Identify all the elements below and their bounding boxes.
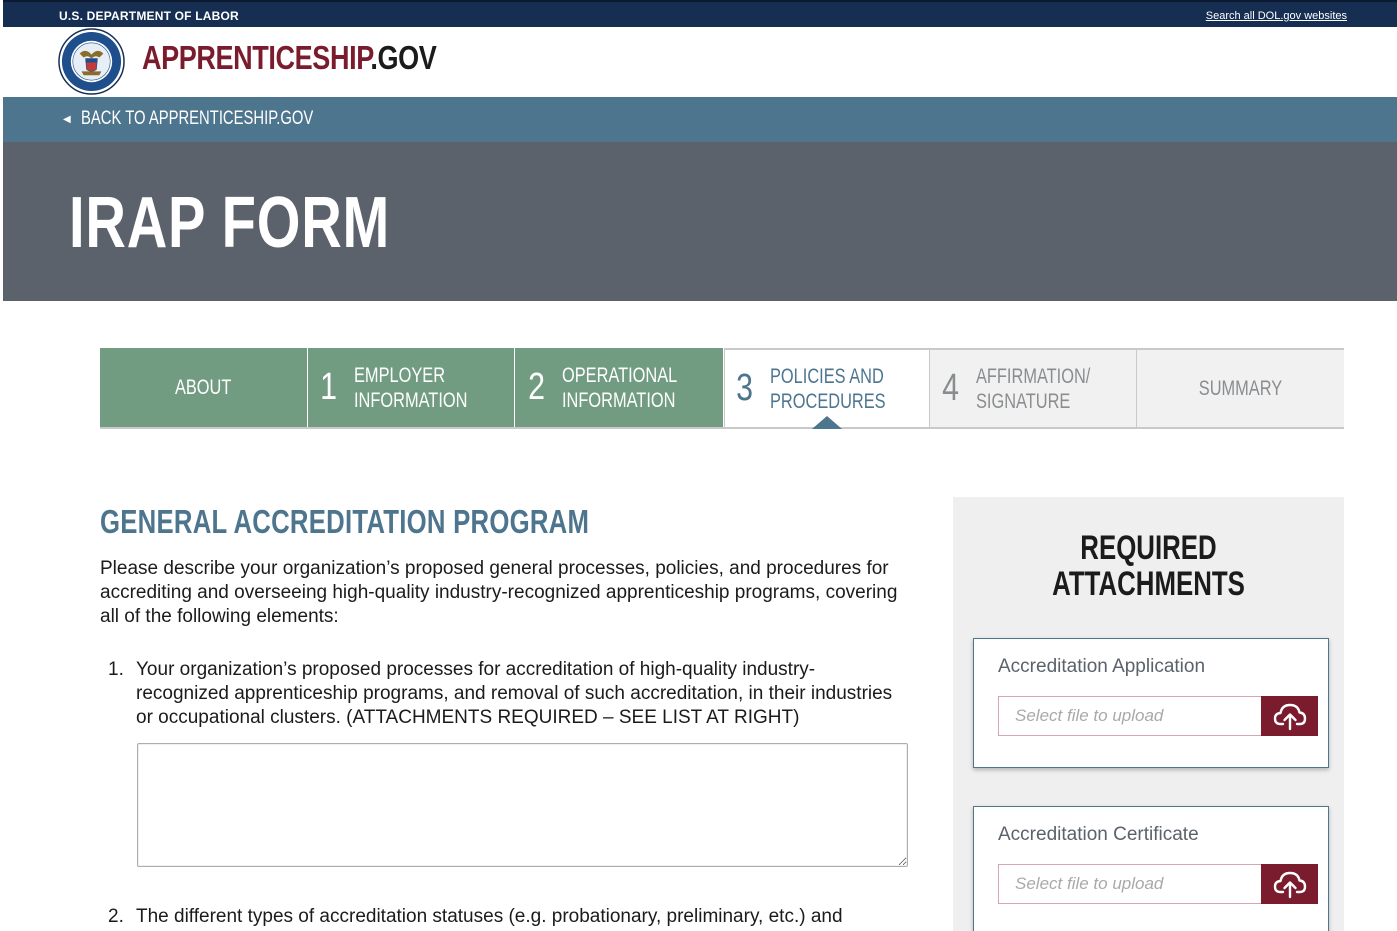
step-label: ABOUT bbox=[175, 376, 232, 399]
back-link-label: BACK TO APPRENTICESHIP.GOV bbox=[80, 108, 313, 129]
file-input-placeholder: Select file to upload bbox=[1015, 874, 1164, 893]
intro-text: Please describe your organization’s proposed general processes, policies, and procedures for accrediting and overseeing high-quality industry-recognized apprenticeship programs, covering all of the following elements: bbox=[100, 558, 898, 627]
tab-policies-and-procedures[interactable] bbox=[724, 348, 930, 427]
question-number: 2. bbox=[108, 906, 124, 927]
page-title: IRAP FORM bbox=[69, 183, 391, 263]
tab-summary[interactable] bbox=[1137, 348, 1344, 427]
question-text: The different types of accreditation statuses (e.g. probationary, preliminary, etc.) and bbox=[136, 906, 843, 927]
caret-left-icon: ◀ bbox=[63, 113, 71, 125]
required-attachments-panel bbox=[953, 497, 1344, 931]
upload-button[interactable] bbox=[1261, 864, 1318, 904]
tab-employer-information[interactable] bbox=[308, 348, 515, 427]
step-label: AFFIRMATION/ SIGNATURE bbox=[975, 364, 1090, 413]
agency-name: U.S. DEPARTMENT OF LABOR bbox=[59, 9, 239, 23]
attachment-card bbox=[973, 806, 1329, 931]
file-input[interactable] bbox=[998, 696, 1261, 736]
site-header bbox=[3, 27, 1397, 97]
question-1-answer-field[interactable] bbox=[137, 743, 908, 867]
step-number: 3 bbox=[736, 367, 754, 409]
tab-affirmation-signature[interactable] bbox=[930, 348, 1137, 427]
site-title[interactable] bbox=[142, 39, 436, 77]
site-title-suffix: .GOV bbox=[370, 39, 437, 76]
step-label: EMPLOYER INFORMATION bbox=[353, 363, 468, 412]
cloud-upload-icon bbox=[1272, 701, 1308, 731]
step-label: OPERATIONAL INFORMATION bbox=[561, 363, 677, 412]
agency-bar bbox=[3, 0, 1397, 27]
hero-banner bbox=[3, 142, 1397, 301]
step-number: 2 bbox=[528, 366, 546, 408]
site-title-main: APPRENTICESHIP bbox=[142, 39, 371, 76]
search-dol-link[interactable]: Search all DOL.gov websites bbox=[1205, 10, 1347, 22]
question-item bbox=[108, 905, 908, 929]
back-link[interactable] bbox=[63, 108, 378, 130]
question-number: 1. bbox=[108, 659, 124, 680]
step-number: 1 bbox=[320, 366, 338, 408]
tab-about[interactable] bbox=[100, 348, 308, 427]
question-item bbox=[108, 658, 908, 730]
file-input[interactable] bbox=[998, 864, 1261, 904]
step-tabs bbox=[100, 348, 1344, 429]
attachment-card bbox=[973, 638, 1329, 768]
cloud-upload-icon bbox=[1272, 869, 1308, 899]
sidebar-title: REQUIRED ATTACHMENTS bbox=[1052, 529, 1245, 603]
attachment-label: Accreditation Application bbox=[998, 656, 1206, 677]
active-step-caret-icon bbox=[812, 416, 842, 429]
back-bar bbox=[3, 97, 1397, 142]
question-text: Your organization’s proposed processes for accreditation of high-quality industry-recognized apprenticeship programs, and removal of such accreditation, in their industries or occupational clusters. (ATTACHMENTS REQUIRED – SEE LIST AT RIGHT) bbox=[136, 659, 893, 728]
step-label: SUMMARY bbox=[1198, 377, 1283, 400]
dol-seal-icon[interactable] bbox=[58, 28, 125, 95]
file-input-placeholder: Select file to upload bbox=[1015, 706, 1164, 725]
section-heading: GENERAL ACCREDITATION PROGRAM bbox=[100, 503, 590, 540]
step-number: 4 bbox=[942, 367, 960, 409]
attachment-label: Accreditation Certificate bbox=[998, 824, 1199, 845]
tab-operational-information[interactable] bbox=[515, 348, 724, 427]
step-label: POLICIES AND PROCEDURES bbox=[769, 364, 886, 413]
upload-button[interactable] bbox=[1261, 696, 1318, 736]
